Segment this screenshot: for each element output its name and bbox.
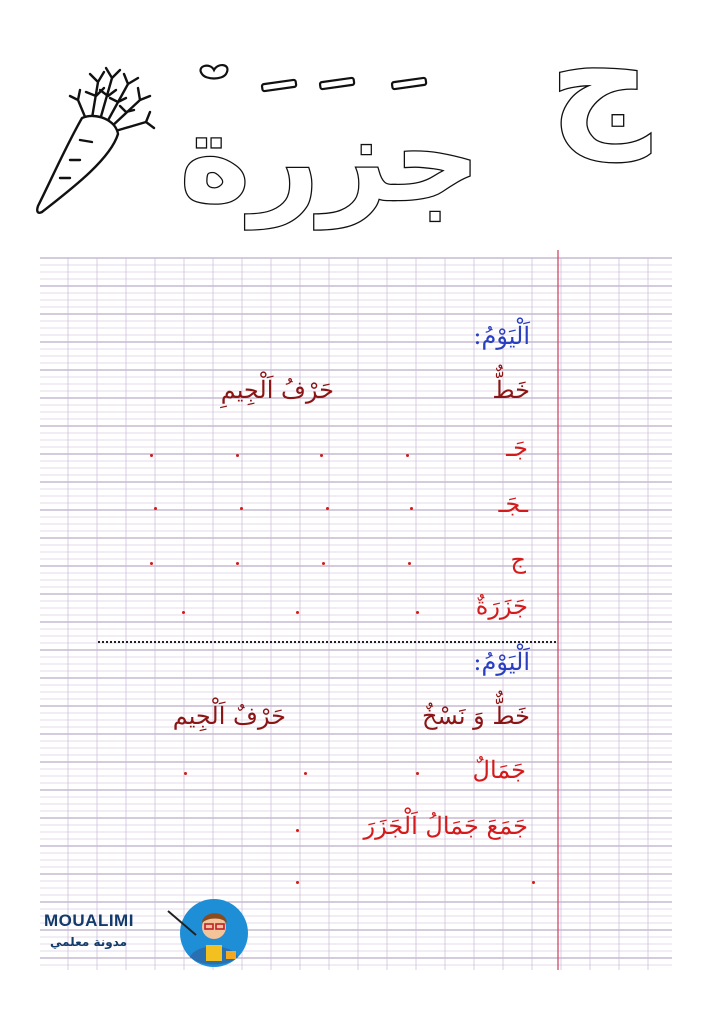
word-diacritics [201, 65, 427, 91]
guide-dot [320, 454, 323, 457]
guide-dot [416, 772, 419, 775]
logo-subtitle: مدونة معلمي [50, 935, 128, 949]
logo-brand: MOUALIMI [44, 911, 134, 930]
guide-dot [296, 611, 299, 614]
lesson-title-2: حَرْفٌ اَلْجِيم [172, 702, 286, 730]
model-row-5: جَمَالٌ [472, 756, 526, 784]
date-label-2: اَلْيَوْمُ: [473, 648, 530, 676]
teacher-avatar-icon [166, 895, 248, 970]
model-row-2: ـجَـ [498, 490, 528, 518]
lesson-subject-2: خَطٌّ وَ نَسْخٌ [421, 702, 530, 730]
guide-dot [416, 611, 419, 614]
lesson-separator [98, 641, 556, 643]
guide-dot [532, 881, 535, 884]
model-row-4: جَزَرَةٌ [475, 592, 528, 620]
guide-dot [150, 454, 153, 457]
big-letter: ج [549, 0, 651, 162]
model-row-3: ج [510, 546, 526, 574]
guide-dot [304, 772, 307, 775]
guide-dot [296, 829, 299, 832]
model-row-1: جَـ [506, 434, 528, 462]
guide-dot [236, 562, 239, 565]
date-label: اَلْيَوْمُ: [473, 322, 530, 350]
lesson-subject: خَطٌّ [492, 376, 530, 404]
guide-dot [410, 507, 413, 510]
guide-dot [182, 611, 185, 614]
site-logo [40, 895, 250, 970]
worksheet-header [0, 0, 720, 250]
guide-dot [296, 881, 299, 884]
carrot-icon [37, 68, 154, 213]
guide-dot [326, 507, 329, 510]
guide-dot [322, 562, 325, 565]
guide-dot [240, 507, 243, 510]
header-word: جزرة [179, 90, 481, 229]
model-row-6: جَمَعَ جَمَالُ اَلْجَزَرَ [363, 812, 528, 840]
guide-dot [150, 562, 153, 565]
guide-dot [406, 454, 409, 457]
guide-dot [236, 454, 239, 457]
guide-dot [154, 507, 157, 510]
guide-dot [184, 772, 187, 775]
lesson-title: حَرْفُ اَلْجِيمِ [220, 376, 334, 404]
guide-dot [408, 562, 411, 565]
